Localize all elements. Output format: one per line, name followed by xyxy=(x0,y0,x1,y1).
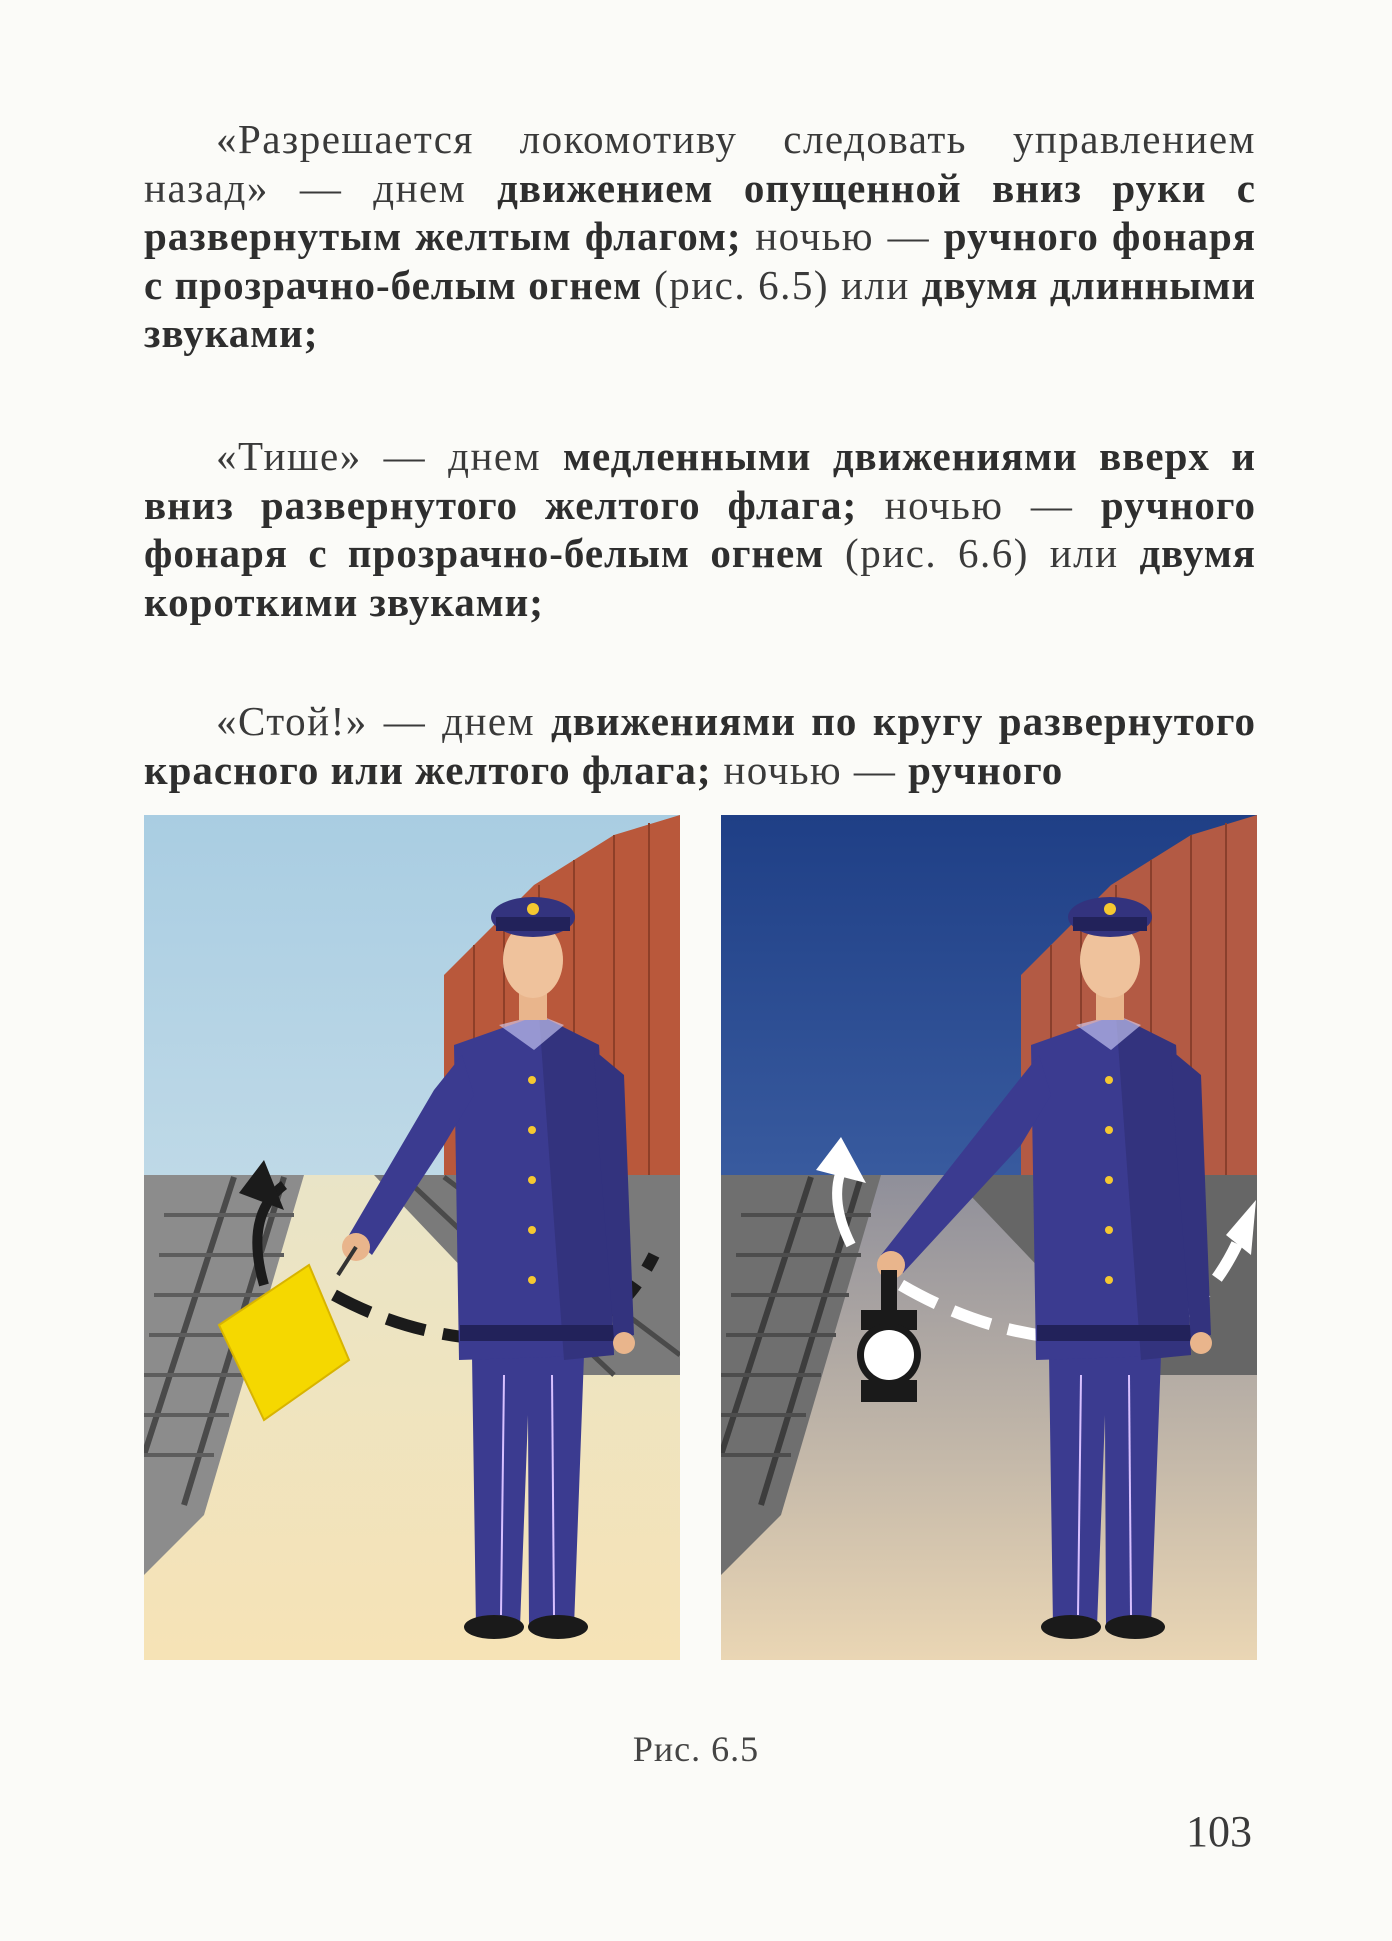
text-run: «Стой!» — днем xyxy=(216,698,551,744)
text-run: (рис. 6.5) или xyxy=(642,261,922,308)
bold-run: ручного фонаря с прозрачно-белым огнем xyxy=(144,481,1256,576)
bold-run: движением опущенной вниз руки с развернутым желтым флагом; xyxy=(144,164,1256,259)
day-scene-svg xyxy=(144,815,680,1660)
bold-run: медленными движениями вверх и вниз развернутого желтого флага; xyxy=(144,433,1256,528)
figure-caption: Рис. 6.5 xyxy=(632,1729,760,1769)
text-run: «Разрешается локомотиву следовать управлением назад» — днем xyxy=(144,116,1256,211)
text-run: «Тише» — днем xyxy=(216,433,564,479)
page-number: 103 xyxy=(1186,1807,1252,1856)
text-run: ночью — xyxy=(741,213,944,259)
paragraph-stop-signal xyxy=(144,697,1256,794)
bold-run: движениями по кругу развернутого красного или желтого флага; xyxy=(144,698,1256,793)
paragraph-reverse-signal xyxy=(144,115,1256,358)
night-scene-svg xyxy=(721,815,1257,1660)
bold-run: двумя короткими звуками; xyxy=(144,530,1256,625)
bold-run: двумя длинными звуками; xyxy=(144,261,1256,356)
bold-run: ручного фонаря с прозрачно-белым огнем xyxy=(144,213,1256,308)
bold-run: ручного xyxy=(908,746,1064,793)
text-run: (рис. 6.6) или xyxy=(824,530,1140,576)
lantern-light xyxy=(864,1330,914,1380)
paragraph-slow-signal xyxy=(144,432,1256,626)
text-run: ночью — xyxy=(857,481,1101,528)
figure-night-lantern-illustration xyxy=(721,815,1257,1660)
text-run: ночью — xyxy=(711,746,909,793)
figure-day-flag-illustration xyxy=(144,815,680,1660)
